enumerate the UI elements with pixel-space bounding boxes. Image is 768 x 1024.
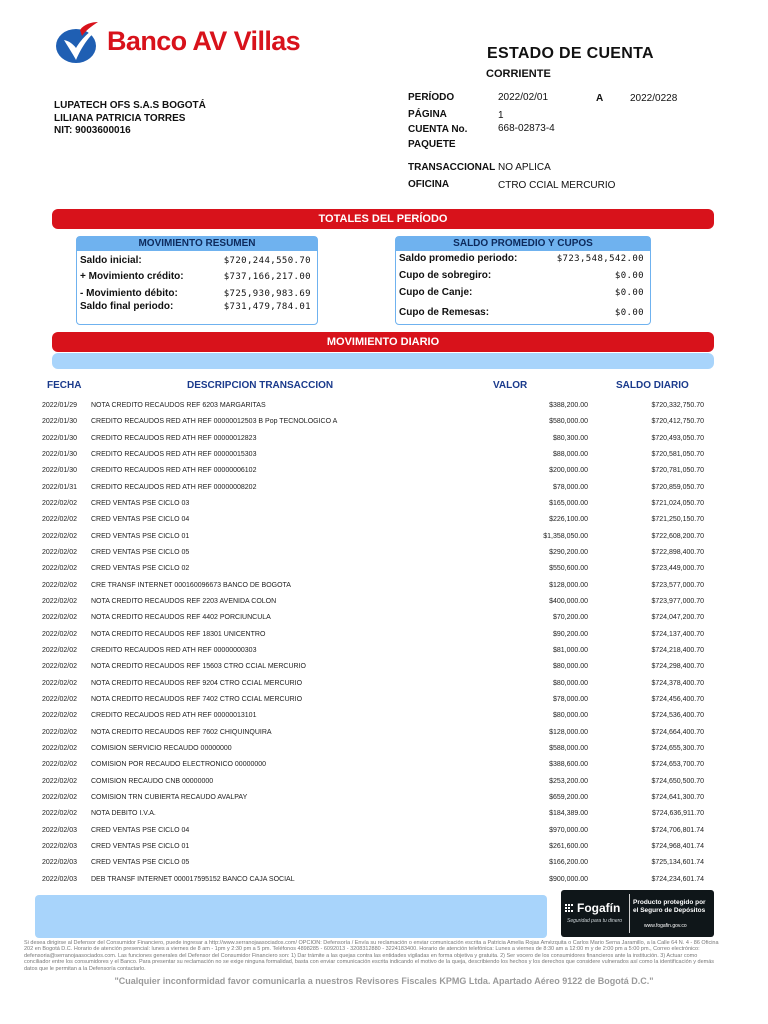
row-value: $261,600.00 — [549, 842, 588, 850]
average-value: $723,548,542.00 — [556, 254, 644, 264]
row-value: $90,200.00 — [552, 630, 588, 638]
table-row — [0, 610, 768, 626]
row-balance: $720,412,750.70 — [651, 418, 704, 426]
page-label: PÁGINA — [408, 109, 447, 120]
bank-logo — [52, 20, 352, 68]
row-description: NOTA CREDITO RECAUDOS REF 6203 MARGARITAS — [91, 402, 266, 409]
row-balance: $724,636,911.70 — [651, 810, 704, 818]
table-row — [0, 512, 768, 528]
row-value: $184,389.00 — [549, 810, 588, 818]
row-value: $80,000.00 — [552, 663, 588, 671]
table-row — [0, 627, 768, 643]
row-description: NOTA CREDITO RECAUDOS REF 7402 CTRO CCIAL MERCURIO — [91, 695, 303, 703]
average-label: Cupo de Canje: — [399, 287, 473, 298]
row-value: $388,200.00 — [549, 402, 588, 409]
table-row — [0, 480, 768, 496]
row-date: 2022/02/03 — [42, 826, 78, 834]
row-balance: $724,137,400.70 — [651, 630, 704, 638]
average-balance-box — [395, 236, 651, 325]
average-row — [399, 307, 644, 321]
fogafin-line2: el Seguro de Depósitos — [633, 907, 706, 914]
row-description: COMISION RECAUDO CNB 00000000 — [91, 777, 214, 785]
row-balance: $724,650,500.70 — [651, 777, 704, 785]
row-description: CREDITO RECAUDOS RED ATH REF 00000013101 — [91, 712, 257, 720]
table-row — [0, 839, 768, 855]
row-value: $128,000.00 — [549, 581, 588, 589]
row-date: 2022/02/02 — [42, 679, 78, 687]
row-balance: $720,332,750.70 — [651, 402, 704, 409]
row-description: CREDITO RECAUDOS RED ATH REF 00000012823 — [91, 434, 257, 442]
row-date: 2022/02/02 — [42, 646, 78, 654]
row-date: 2022/02/03 — [42, 859, 78, 867]
row-value: $226,100.00 — [549, 516, 588, 524]
row-value: $970,000.00 — [549, 826, 588, 834]
row-value: $80,000.00 — [552, 679, 588, 687]
row-value: $1,358,050.00 — [543, 532, 588, 540]
row-description: CRED VENTAS PSE CICLO 05 — [91, 859, 190, 867]
client-company: LUPATECH OFS S.A.S BOGOTÁ — [54, 100, 206, 111]
row-date: 2022/02/03 — [42, 842, 78, 850]
auditor-notice: "Cualquier inconformidad favor comunicarla a nuestros Revisores Fiscales KPMG Ltda. Apartado Aéreo 9122 de Bogotá D.C." — [114, 976, 654, 986]
row-description: NOTA CREDITO RECAUDOS REF 15603 CTRO CCIAL MERCURIO — [91, 663, 306, 671]
row-balance: $724,653,700.70 — [651, 761, 704, 769]
row-date: 2022/02/02 — [42, 695, 78, 703]
table-row — [0, 790, 768, 806]
table-row — [0, 659, 768, 675]
row-description: CRED VENTAS PSE CICLO 05 — [91, 548, 190, 556]
table-row — [0, 643, 768, 659]
row-date: 2022/02/02 — [42, 597, 78, 605]
fogafin-brand: Fogafín — [577, 901, 621, 915]
row-value: $588,000.00 — [549, 744, 588, 752]
row-balance: $724,234,601.74 — [651, 875, 704, 883]
row-date: 2022/01/30 — [42, 450, 78, 458]
row-balance: $723,449,000.70 — [651, 565, 704, 573]
row-value: $253,200.00 — [549, 777, 588, 785]
average-row — [399, 253, 644, 267]
table-row — [0, 757, 768, 773]
row-date: 2022/01/30 — [42, 467, 78, 475]
row-date: 2022/01/30 — [42, 418, 78, 426]
row-date: 2022/02/02 — [42, 532, 78, 540]
row-description: COMISION TRN CUBIERTA RECAUDO AVALPAY — [91, 793, 248, 801]
row-value: $88,000.00 — [552, 450, 588, 458]
row-value: $78,000.00 — [552, 695, 588, 703]
summary-value: $737,166,217.00 — [223, 272, 311, 282]
fogafin-protection-text — [633, 899, 706, 915]
row-date: 2022/02/02 — [42, 630, 78, 638]
fogafin-divider — [629, 894, 630, 933]
row-description: CREDITO RECAUDOS RED ATH REF 00000008202 — [91, 483, 257, 491]
row-description: CREDITO RECAUDOS RED ATH REF 00000015303 — [91, 450, 257, 458]
account-value: 668-02873-4 — [498, 123, 555, 134]
row-date: 2022/02/02 — [42, 761, 78, 769]
row-date: 2022/02/02 — [42, 581, 78, 589]
fogafin-badge — [561, 890, 714, 937]
row-balance: $723,977,000.70 — [651, 597, 704, 605]
column-header-balance: SALDO DIARIO — [616, 380, 689, 391]
table-row — [0, 872, 768, 888]
row-description: CREDITO RECAUDOS RED ATH REF 00000012503 B Pop TECNOLOGICO A — [91, 418, 338, 426]
row-balance: $720,493,050.70 — [651, 434, 704, 442]
bank-logo-icon — [52, 20, 106, 66]
row-value: $165,000.00 — [549, 499, 588, 507]
daily-movement-title: MOVIMIENTO DIARIO — [52, 332, 714, 352]
totals-title: TOTALES DEL PERÍODO — [52, 209, 714, 229]
row-balance: $725,134,601.74 — [651, 859, 704, 867]
table-row — [0, 578, 768, 594]
table-row — [0, 447, 768, 463]
table-row — [0, 431, 768, 447]
row-balance: $724,298,400.70 — [651, 663, 704, 671]
table-row — [0, 545, 768, 561]
row-balance: $723,577,000.70 — [651, 581, 704, 589]
row-description: COMISION POR RECAUDO ELECTRONICO 00000000 — [91, 761, 267, 769]
row-date: 2022/02/02 — [42, 663, 78, 671]
footer-message-box — [35, 895, 547, 938]
table-row — [0, 496, 768, 512]
table-row — [0, 561, 768, 577]
row-balance: $724,218,400.70 — [651, 646, 704, 654]
period-label: PERÍODO — [408, 92, 455, 103]
package-label: PAQUETE — [408, 139, 456, 150]
fogafin-logo-icon — [565, 904, 575, 914]
row-description: CRE TRANSF INTERNET 000160096673 BANCO DE BOGOTA — [91, 581, 291, 589]
period-to: 2022/0228 — [630, 93, 678, 104]
row-balance: $720,859,050.70 — [651, 483, 704, 491]
row-description: NOTA DEBITO I.V.A. — [91, 810, 156, 818]
row-description: COMISION SERVICIO RECAUDO 00000000 — [91, 744, 232, 752]
row-balance: $720,781,050.70 — [651, 467, 704, 475]
table-row — [0, 414, 768, 430]
average-row — [399, 270, 644, 284]
row-value: $166,200.00 — [549, 859, 588, 867]
page-value: 1 — [498, 110, 504, 121]
row-date: 2022/02/02 — [42, 728, 78, 736]
summary-value: $720,244,550.70 — [223, 256, 311, 266]
column-header-date: FECHA — [47, 380, 82, 391]
row-balance: $721,250,150.70 — [651, 516, 704, 524]
row-date: 2022/02/02 — [42, 793, 78, 801]
row-description: CRED VENTAS PSE CICLO 03 — [91, 499, 190, 507]
row-value: $128,000.00 — [549, 728, 588, 736]
row-date: 2022/02/02 — [42, 712, 78, 720]
statement-type: CORRIENTE — [486, 68, 551, 80]
client-contact: LILIANA PATRICIA TORRES — [54, 112, 186, 124]
row-date: 2022/02/02 — [42, 777, 78, 785]
table-row — [0, 692, 768, 708]
row-description: CRED VENTAS PSE CICLO 01 — [91, 842, 190, 850]
row-value: $78,000.00 — [552, 483, 588, 491]
client-block — [54, 100, 206, 138]
summary-value: $725,930,983.69 — [223, 289, 311, 299]
period-to-label: A — [596, 93, 604, 104]
summary-value: $731,479,784.01 — [223, 302, 311, 312]
row-balance: $720,581,050.70 — [651, 450, 704, 458]
table-row — [0, 774, 768, 790]
table-row — [0, 823, 768, 839]
row-description: CRED VENTAS PSE CICLO 04 — [91, 826, 190, 834]
row-date: 2022/01/30 — [42, 434, 78, 442]
row-date: 2022/02/02 — [42, 499, 78, 507]
row-description: NOTA CREDITO RECAUDOS REF 18301 UNICENTRO — [91, 630, 266, 638]
row-description: NOTA CREDITO RECAUDOS REF 2203 AVENIDA COLON — [91, 597, 277, 605]
movement-summary-title: MOVIMIENTO RESUMEN — [77, 237, 317, 251]
statement-title: ESTADO DE CUENTA — [487, 45, 654, 62]
table-row — [0, 708, 768, 724]
summary-label: + Movimiento crédito: — [80, 271, 184, 282]
row-value: $550,600.00 — [549, 565, 588, 573]
row-value: $900,000.00 — [549, 875, 588, 883]
summary-label: - Movimiento débito: — [80, 288, 178, 299]
fogafin-line1: Producto protegido por — [633, 899, 706, 906]
average-label: Saldo promedio periodo: — [399, 253, 518, 264]
daily-movement-subbar — [52, 353, 714, 369]
table-row — [0, 676, 768, 692]
table-row — [0, 594, 768, 610]
average-balance-title: SALDO PROMEDIO Y CUPOS — [396, 237, 650, 251]
client-nit: NIT: 9003600016 — [54, 125, 131, 136]
office-value: CTRO CCIAL MERCURIO — [498, 180, 616, 191]
row-date: 2022/02/02 — [42, 810, 78, 818]
table-row — [0, 741, 768, 757]
row-date: 2022/02/02 — [42, 565, 78, 573]
row-description: NOTA CREDITO RECAUDOS REF 7602 CHIQUINQUIRA — [91, 728, 272, 736]
table-row — [0, 529, 768, 545]
table-row — [0, 806, 768, 822]
row-balance: $724,536,400.70 — [651, 712, 704, 720]
row-description: CRED VENTAS PSE CICLO 01 — [91, 532, 190, 540]
row-value: $659,200.00 — [549, 793, 588, 801]
row-balance: $722,898,400.70 — [651, 548, 704, 556]
row-value: $70,200.00 — [552, 614, 588, 622]
fogafin-url: www.fogafin.gov.co — [644, 923, 687, 929]
column-header-description: DESCRIPCION TRANSACCION — [187, 380, 334, 391]
row-balance: $724,456,400.70 — [651, 695, 704, 703]
average-value: $0.00 — [614, 271, 644, 281]
average-label: Cupo de sobregiro: — [399, 270, 492, 281]
account-label: CUENTA No. — [408, 124, 468, 135]
transactional-label: TRANSACCIONAL — [408, 162, 496, 173]
row-balance: $724,047,200.70 — [651, 614, 704, 622]
average-value: $0.00 — [614, 288, 644, 298]
transactional-value: NO APLICA — [498, 162, 551, 173]
average-value: $0.00 — [614, 308, 644, 318]
row-value: $388,600.00 — [549, 761, 588, 769]
row-date: 2022/02/03 — [42, 875, 78, 883]
row-date: 2022/02/02 — [42, 516, 78, 524]
row-description: NOTA CREDITO RECAUDOS REF 4402 PORCIUNCULA — [91, 614, 271, 622]
row-value: $290,200.00 — [549, 548, 588, 556]
summary-label: Saldo final periodo: — [80, 301, 174, 312]
row-value: $580,000.00 — [549, 418, 588, 426]
table-row — [0, 855, 768, 871]
row-balance: $724,655,300.70 — [651, 744, 704, 752]
row-balance: $724,706,801.74 — [651, 826, 704, 834]
row-value: $400,000.00 — [549, 597, 588, 605]
row-balance: $724,641,300.70 — [651, 793, 704, 801]
average-label: Cupo de Remesas: — [399, 307, 490, 318]
column-header-value: VALOR — [493, 380, 528, 391]
summary-row — [80, 301, 311, 315]
row-description: CREDITO RECAUDOS RED ATH REF 00000006102 — [91, 467, 257, 475]
movement-summary-box — [76, 236, 318, 325]
row-description: DEB TRANSF INTERNET 000017595152 BANCO CAJA SOCIAL — [91, 875, 295, 883]
summary-row — [80, 255, 311, 269]
row-date: 2022/01/31 — [42, 483, 78, 491]
row-balance: $724,378,400.70 — [651, 679, 704, 687]
row-date: 2022/02/02 — [42, 744, 78, 752]
fogafin-tagline: Seguridad para tu dinero — [567, 918, 623, 924]
row-value: $81,000.00 — [552, 646, 588, 654]
row-balance: $721,024,050.70 — [651, 499, 704, 507]
row-description: CREDITO RECAUDOS RED ATH REF 00000000303 — [91, 646, 257, 654]
summary-label: Saldo inicial: — [80, 255, 142, 266]
row-value: $200,000.00 — [549, 467, 588, 475]
row-value: $80,000.00 — [552, 712, 588, 720]
row-description: CRED VENTAS PSE CICLO 02 — [91, 565, 190, 573]
summary-row — [80, 288, 311, 302]
row-balance: $724,968,401.74 — [651, 842, 704, 850]
row-date: 2022/02/02 — [42, 548, 78, 556]
row-description: CRED VENTAS PSE CICLO 04 — [91, 516, 190, 524]
table-row — [0, 725, 768, 741]
period-from: 2022/02/01 — [498, 92, 549, 103]
legal-notice: Si desea dirigirse al Defensor del Consumidor Financiero, puede ingresar a http://www.serranojaasociados.com/ OPCION: Defensoría / Envía su reclamación o enviar comunicación escrita a Patricia Amelia Rojas Amézquita o Carlos Mario Serna Jaramillo, a la Calle 64 N. 4 - 86 Oficina 202 en Bogotá D.C. Horario de atención presencial: lunes a viernes de 8 am - 1pm y 2:30 pm a 5 pm. Teléfonos 4898285 - 6092013 - 3208312880 - 3224183400. Horario de atención telefónica: Lunes a viernes de 8:30 am a 12:00 m y de 2:00 pm a 5:00 pm., Correo electrónico: defensoria@serranojaasociados.com. Las funciones generales del Defensor del Consumidor Financiero son: 1) Dar trámite a las quejas contra las entidades vigiladas en forma objetiva y gratuita. 2) Ser vocero de los consumidores financieros ante la institución. 3) Actuar como conciliador entre los consumidores y el Banco. Para presentar su reclamación no se exige ninguna formalidad, basta con enviar comunicación escrita indicando el motivo de la queja, describiendo los hechos y los derechos que considere vulnerados así como la identificación y demás datos que le permitan a la Defensoría contactarlo. — [24, 940, 719, 972]
table-row — [0, 463, 768, 479]
table-row — [0, 398, 768, 414]
average-row — [399, 287, 644, 301]
row-date: 2022/01/29 — [42, 402, 78, 409]
row-description: NOTA CREDITO RECAUDOS REF 9204 CTRO CCIAL MERCURIO — [91, 679, 303, 687]
row-balance: $722,608,200.70 — [651, 532, 704, 540]
bank-name: Banco AV Villas — [107, 26, 301, 56]
summary-row — [80, 271, 311, 285]
row-value: $80,300.00 — [552, 434, 588, 442]
row-date: 2022/02/02 — [42, 614, 78, 622]
office-label: OFICINA — [408, 179, 450, 190]
row-balance: $724,664,400.70 — [651, 728, 704, 736]
